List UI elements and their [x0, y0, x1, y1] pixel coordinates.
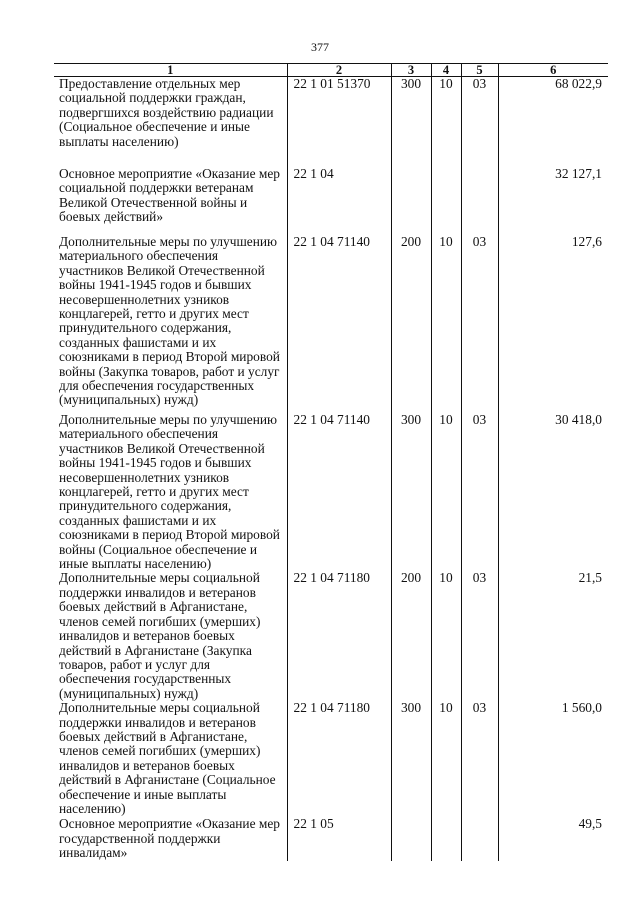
budget-table: [54, 63, 608, 861]
column-header: 1: [54, 64, 287, 77]
row-name: Основное мероприятие «Оказание мер социальной поддержки ветеранам Великой Отечественной войны и боевых действий»: [59, 166, 280, 225]
row-expense-type: 300: [391, 413, 431, 571]
column-header: 5: [461, 64, 498, 77]
page-number: 377: [311, 40, 329, 54]
row-target-code: 22 1 01 51370: [287, 77, 391, 168]
row-section: 10: [431, 77, 461, 168]
row-expense-type: [391, 167, 431, 235]
row-name: Дополнительные меры по улучшению материального обеспечения участников Великой Отечественной войны 1941-1945 годов и бывших несовершеннолетних узников концлагерей, гетто и других мест принудительного содержания, созданных фашистами и их союзниками в период Второй мировой войны (Закупка товаров, работ и услуг для обеспечения государственных (муниципальных) нужд): [59, 234, 280, 408]
table-row: [54, 235, 608, 413]
column-header: 3: [391, 64, 431, 77]
row-amount: 21,5: [498, 571, 608, 701]
table-header-row: [54, 64, 608, 77]
row-target-code: 22 1 04: [287, 167, 391, 235]
row-section: 10: [431, 235, 461, 413]
row-target-code: 22 1 04 71140: [287, 235, 391, 413]
row-amount: 1 560,0: [498, 701, 608, 817]
row-section: 10: [431, 571, 461, 701]
table-row: [54, 571, 608, 701]
row-name: Предоставление отдельных мер социальной поддержки граждан, подвергшихся воздействию радиации (Социальное обеспечение и иные выплаты населению): [59, 76, 274, 149]
table-row: [54, 817, 608, 861]
row-amount: 30 418,0: [498, 413, 608, 571]
row-target-code: 22 1 04 71180: [287, 571, 391, 701]
row-target-code: 22 1 04 71180: [287, 701, 391, 817]
row-expense-type: 200: [391, 571, 431, 701]
row-name: Дополнительные меры по улучшению материального обеспечения участников Великой Отечественной войны 1941-1945 годов и бывших несовершеннолетних узников концлагерей, гетто и других мест принудительного содержания, созданных фашистами и их союзниками в период Второй мировой войны (Социальное обеспечение и иные выплаты населению): [59, 412, 280, 572]
row-expense-type: 300: [391, 701, 431, 817]
row-amount: 49,5: [498, 817, 608, 861]
row-name: Дополнительные меры социальной поддержки инвалидов и ветеранов боевых действий в Афганистане, членов семей погибших (умерших) инвалидов и ветеранов боевых действий в Афганистане (Социальное обеспечение и иные выплаты населению): [59, 700, 276, 816]
column-header: 2: [287, 64, 391, 77]
row-section: 10: [431, 701, 461, 817]
table-row: [54, 413, 608, 571]
row-target-code: 22 1 05: [287, 817, 391, 861]
row-name: Дополнительные меры социальной поддержки инвалидов и ветеранов боевых действий в Афганистане, членов семей погибших (умерших) инвалидов и ветеранов боевых действий в Афганистане (Закупка товаров, работ и услуг для обеспечения государственных (муниципальных) нужд): [59, 570, 261, 701]
row-amount: 127,6: [498, 235, 608, 413]
column-header: 6: [498, 64, 608, 77]
row-subsection: [461, 167, 498, 235]
row-subsection: 03: [461, 571, 498, 701]
row-subsection: 03: [461, 235, 498, 413]
row-subsection: [461, 817, 498, 861]
row-subsection: 03: [461, 413, 498, 571]
table-row: [54, 77, 608, 168]
row-subsection: 03: [461, 77, 498, 168]
row-section: [431, 817, 461, 861]
row-expense-type: [391, 817, 431, 861]
row-amount: 32 127,1: [498, 167, 608, 235]
column-header: 4: [431, 64, 461, 77]
row-expense-type: 200: [391, 235, 431, 413]
row-target-code: 22 1 04 71140: [287, 413, 391, 571]
row-expense-type: 300: [391, 77, 431, 168]
table-row: [54, 701, 608, 817]
table-row: [54, 167, 608, 235]
row-section: 10: [431, 413, 461, 571]
row-amount: 68 022,9: [498, 77, 608, 168]
row-name: Основное мероприятие «Оказание мер государственной поддержки инвалидам»: [59, 816, 280, 860]
row-section: [431, 167, 461, 235]
row-subsection: 03: [461, 701, 498, 817]
